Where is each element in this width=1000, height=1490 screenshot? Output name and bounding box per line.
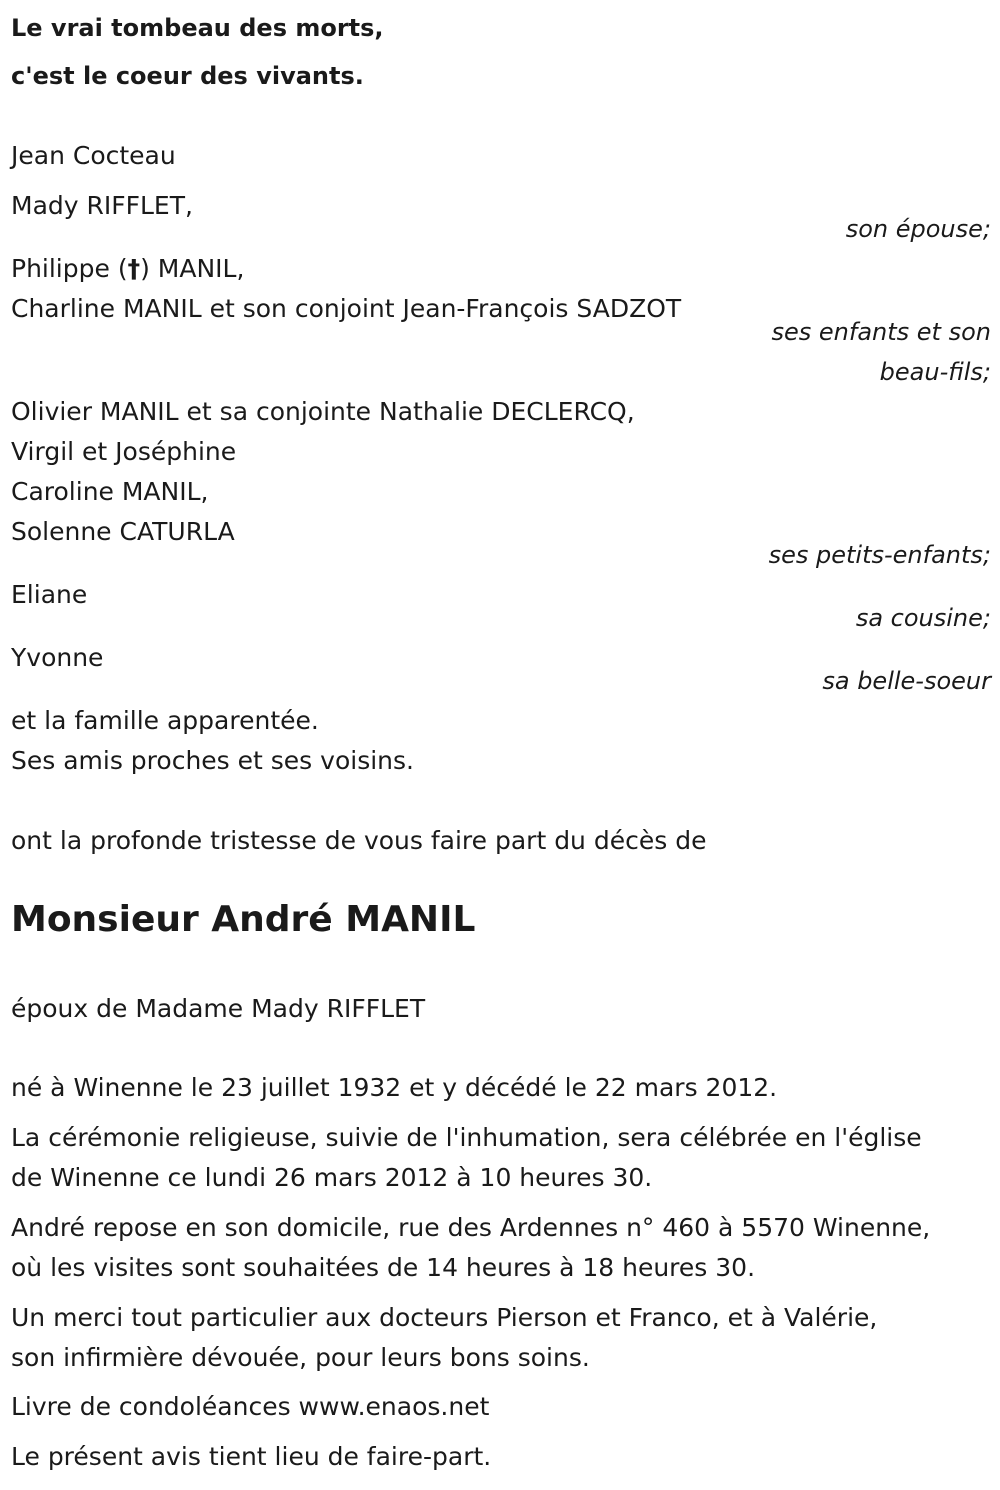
grandchildren-role: ses petits-enfants;: [768, 541, 991, 569]
cross-icon: †: [127, 254, 141, 283]
child-1-name-end: ) MANIL,: [140, 254, 245, 283]
repose-line-1: André repose en son domicile, rue des Ardennes n° 460 à 5570 Winenne,: [11, 1213, 931, 1242]
sister-in-law-name: Yvonne: [11, 643, 104, 672]
children-role-line-2: beau-fils;: [879, 358, 991, 386]
extended-family-line: et la famille apparentée.: [11, 706, 319, 735]
ceremony-line-2: de Winenne ce lundi 26 mars 2012 à 10 heures 30.: [11, 1163, 653, 1192]
deceased-name: Monsieur André MANIL: [11, 899, 476, 940]
sister-in-law-role: sa belle-soeur: [822, 667, 991, 695]
child-line-1: [11, 256, 244, 281]
grandchild-line-2: Virgil et Joséphine: [11, 437, 237, 466]
child-line-2: Charline MANIL et son conjoint Jean-François SADZOT: [11, 294, 682, 323]
deceased-spouse-of: époux de Madame Mady RIFFLET: [11, 994, 426, 1023]
children-role-line-1: ses enfants et son: [771, 318, 991, 346]
grandchild-line-1: Olivier MANIL et sa conjointe Nathalie DECLERCQ,: [11, 397, 635, 426]
spouse-role: son épouse;: [845, 215, 991, 243]
grandchild-line-3: Caroline MANIL,: [11, 477, 209, 506]
thanks-line-1: Un merci tout particulier aux docteurs Pierson et Franco, et à Valérie,: [11, 1303, 878, 1332]
announcement-text: ont la profonde tristesse de vous faire part du décès de: [11, 826, 707, 855]
epigraph-author: Jean Cocteau: [11, 141, 176, 170]
epigraph-line-2: c'est le coeur des vivants.: [11, 62, 364, 90]
spouse-name: Mady RIFFLET,: [11, 191, 193, 220]
thanks-line-2: son infirmière dévouée, pour leurs bons soins.: [11, 1343, 590, 1372]
cousin-role: sa cousine;: [855, 604, 991, 632]
cousin-name: Eliane: [11, 580, 88, 609]
epigraph-line-1: Le vrai tombeau des morts,: [11, 14, 384, 42]
child-1-name-start: Philippe (: [11, 254, 128, 283]
grandchild-line-4: Solenne CATURLA: [11, 517, 235, 546]
birth-death-line: né à Winenne le 23 juillet 1932 et y décédé le 22 mars 2012.: [11, 1073, 778, 1102]
repose-line-2: où les visites sont souhaitées de 14 heures à 18 heures 30.: [11, 1253, 756, 1282]
notice-line: Le présent avis tient lieu de faire-part.: [11, 1442, 492, 1471]
ceremony-line-1: La cérémonie religieuse, suivie de l'inhumation, sera célébrée en l'église: [11, 1123, 922, 1152]
condolences-line: Livre de condoléances www.enaos.net: [11, 1392, 490, 1421]
friends-line: Ses amis proches et ses voisins.: [11, 746, 414, 775]
